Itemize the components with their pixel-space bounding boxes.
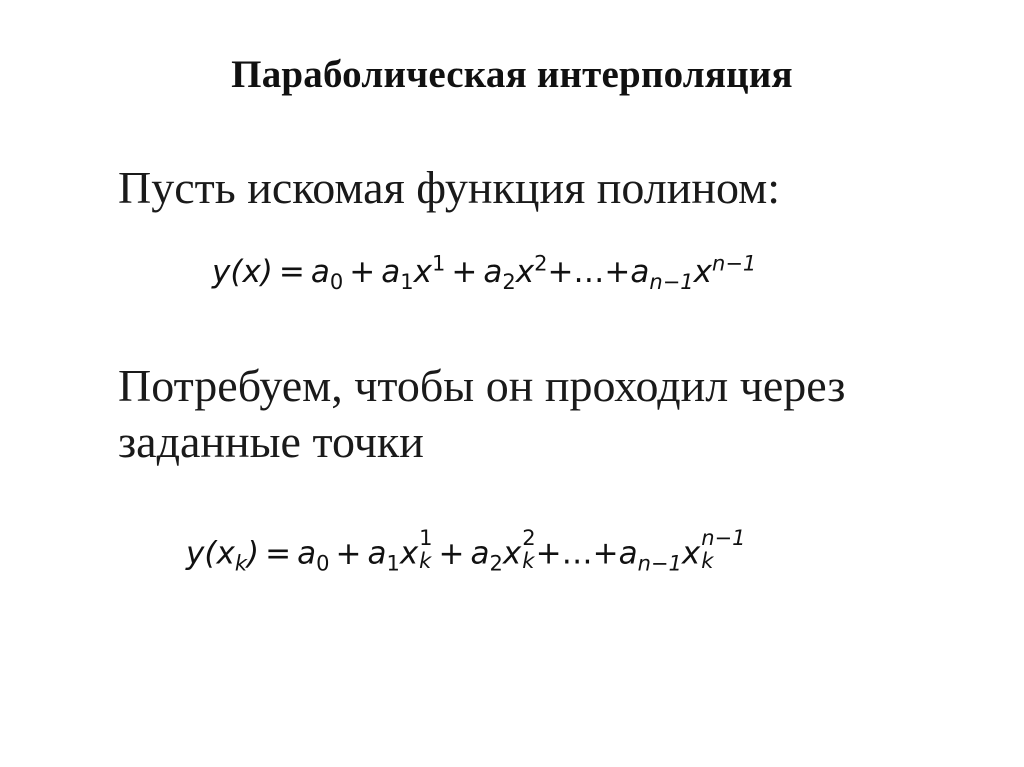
variable-x: x <box>502 535 522 572</box>
plus-sign: + <box>451 254 478 290</box>
subscript: 2 <box>489 551 503 576</box>
formula-lhs-close: ) <box>246 535 260 572</box>
subscript: k <box>701 549 714 573</box>
formula-lhs: y(x) <box>212 254 273 290</box>
coef-a: a <box>483 254 503 290</box>
variable-x: x <box>515 254 535 290</box>
superscript: 2 <box>534 251 548 276</box>
subscript: 1 <box>386 551 400 576</box>
paragraph-polynomial-intro: Пусть искомая функция полином: <box>118 162 780 213</box>
formula-polynomial <box>212 251 757 295</box>
paragraph-line: заданные точки <box>118 416 424 467</box>
superscript: 1 <box>419 526 433 550</box>
equals-sign: = <box>265 535 292 572</box>
plus-sign: + <box>335 535 362 572</box>
coef-a: a <box>618 535 638 572</box>
subscript: 1 <box>400 270 414 295</box>
formula-interpolation-condition <box>186 526 746 576</box>
coef-a: a <box>310 254 330 290</box>
coef-a: a <box>297 535 317 572</box>
subscript: 2 <box>502 270 516 295</box>
superscript: 1 <box>431 251 446 276</box>
variable-x: x <box>399 535 419 572</box>
subscript: n−1 <box>649 270 694 295</box>
paragraph-line: Потребуем, чтобы он проходил через <box>118 360 846 411</box>
subscript: n−1 <box>637 551 682 576</box>
coef-a: a <box>470 535 490 572</box>
coef-a: a <box>367 535 387 572</box>
coef-a: a <box>630 254 650 290</box>
subscript: 0 <box>316 551 330 576</box>
plus-sign: + <box>438 535 465 572</box>
subscript: k <box>419 549 432 573</box>
paragraph-requirement <box>118 358 918 470</box>
formula-lhs-open: y( <box>186 535 217 572</box>
subscript: 0 <box>329 270 344 295</box>
sub-superscript <box>701 526 746 576</box>
coef-a: a <box>381 254 401 290</box>
ellipsis: +…+ <box>547 254 631 290</box>
slide-title: Параболическая интерполяция <box>231 53 793 96</box>
variable-x: x <box>216 535 235 572</box>
ellipsis: +…+ <box>535 535 619 572</box>
subscript: k <box>234 551 247 576</box>
superscript: n−1 <box>712 251 757 276</box>
superscript: 2 <box>522 526 536 550</box>
sub-superscript <box>419 526 433 576</box>
variable-x: x <box>693 254 713 290</box>
sub-superscript <box>522 526 536 576</box>
superscript: n−1 <box>701 526 746 550</box>
subscript: k <box>522 549 535 573</box>
equals-sign: = <box>278 254 305 290</box>
plus-sign: + <box>349 254 376 290</box>
variable-x: x <box>413 254 432 290</box>
variable-x: x <box>681 535 701 572</box>
